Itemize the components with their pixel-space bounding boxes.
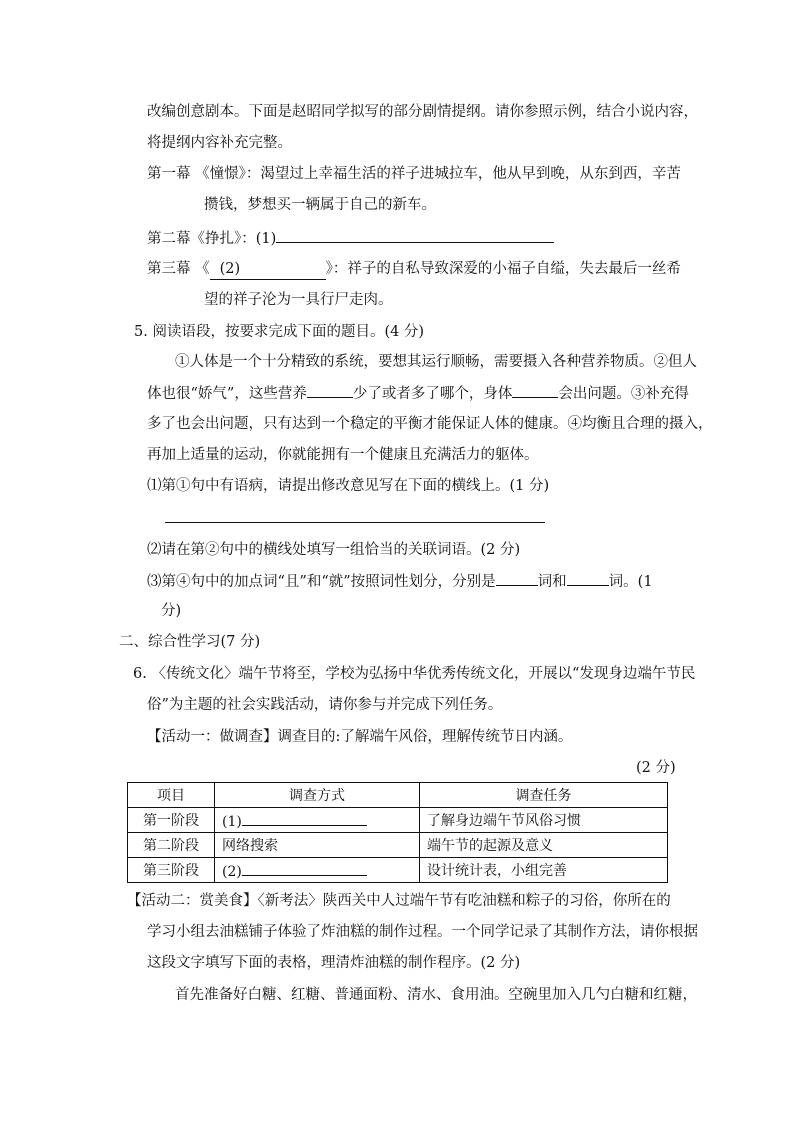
passage-line: 再加上适量的运动，你就能拥有一个健康且充满活力的躯体。	[147, 447, 539, 463]
answer-blank-2[interactable]	[210, 259, 326, 280]
column-header: 调查方式	[215, 783, 420, 808]
passage-line	[147, 383, 689, 404]
text-line: 改编创意剧本。下面是赵昭同学拟写的部分剧情提纲。请你参照示例，结合小说内容，	[147, 104, 698, 120]
act-3-label: 第三幕 《	[147, 261, 210, 277]
answer-line[interactable]	[165, 522, 545, 523]
method-cell[interactable]	[215, 858, 420, 883]
task-cell: 了解身边端午节风俗习惯	[420, 808, 668, 833]
outline-act-2	[147, 228, 554, 249]
passage-text: 少了或者多了哪个，身体	[352, 386, 513, 402]
passage-line: 多了也会出问题，只有达到一个稳定的平衡才能保证人体的健康。④均衡且合理的摄入，	[147, 416, 713, 432]
sub-question-3	[147, 571, 653, 592]
method-cell[interactable]	[215, 808, 420, 833]
table-row	[128, 808, 668, 833]
sub-question-2: ⑵请在第②句中的横线处填写一组恰当的关联词语。(2 分)	[147, 542, 521, 558]
method-cell: 网络搜索	[215, 833, 420, 858]
cell-marker: (1)	[222, 813, 242, 830]
question-text: 词和	[537, 574, 567, 590]
stage-cell: 第一阶段	[128, 808, 215, 833]
sub-question-1: ⑴第①句中有语病，请提出修改意见写在下面的横线上。(1 分)	[147, 478, 550, 494]
stage-cell: 第三阶段	[128, 858, 215, 883]
method-blank-1[interactable]	[242, 811, 367, 826]
question-6-cont: 俗”为主题的社会实践活动，请你参与并完成下列任务。	[147, 697, 503, 713]
method-blank-2[interactable]	[242, 861, 367, 876]
outline-act-1-cont: 攒钱，梦想买一辆属于自己的新车。	[204, 197, 436, 213]
question-text: 词。(1	[608, 574, 653, 590]
answer-blank-1[interactable]	[276, 228, 554, 243]
points-label: (2 分)	[636, 760, 676, 776]
table-row	[128, 833, 668, 858]
activity-two-text: 学习小组去油糕铺子体验了炸油糕的制作过程。一个同学记录了其制作方法，请你根据	[147, 924, 698, 940]
activity-one-heading: 【活动一：做调查】调查目的:了解端午风俗，理解传统节日内涵。	[147, 729, 573, 745]
activity-two-text: 这段文字填写下面的表格，理清炸油糕的制作程序。(2 分)	[147, 955, 521, 971]
act-2-label: 第二幕《挣扎》：(1)	[147, 231, 277, 247]
part-of-speech-blank-1[interactable]	[496, 571, 538, 586]
outline-act-3	[147, 259, 681, 280]
blank-marker: (2)	[219, 261, 241, 277]
outline-act-1: 第一幕 《憧憬》：渴望过上幸福生活的祥子进城拉车，他从早到晚，从东到西，辛苦	[147, 166, 681, 182]
column-header: 调查任务	[420, 783, 668, 808]
question-5-title: 5. 阅读语段，按要求完成下面的题目。(4 分)	[134, 324, 425, 340]
passage-line: ①人体是一个十分精致的系统，要想其运行顺畅，需要摄入各种营养物质。②但人	[175, 354, 697, 370]
column-header: 项目	[128, 783, 215, 808]
connective-blank-2[interactable]	[512, 383, 558, 398]
activity-two-heading: 【活动二：赏美食】〈新考法〉陕西关中人过端午节有吃油糕和粽子的习俗，你所在的	[127, 893, 671, 909]
task-cell: 端午节的起源及意义	[420, 833, 668, 858]
stage-cell: 第二阶段	[128, 833, 215, 858]
sub-question-3-cont: 分)	[161, 603, 182, 619]
question-text: ⑶第④句中的加点词“且”和“就”按照词性划分，分别是	[147, 574, 496, 590]
recipe-text: 首先准备好白糖、红糖、普通面粉、清水、食用油。空碗里加入几勺白糖和红糖，	[175, 987, 697, 1003]
table-row	[128, 858, 668, 883]
question-6-title: 6. 〈传统文化〉端午节将至，学校为弘扬中华优秀传统文化，开展以“发现身边端午节民	[133, 666, 696, 682]
passage-text: 体也很“娇气”，这些营养	[147, 386, 307, 402]
cell-marker: (2)	[222, 863, 242, 880]
survey-table	[127, 782, 668, 883]
task-cell: 设计统计表，小组完善	[420, 858, 668, 883]
passage-text: 会出问题。③补充得	[558, 386, 689, 402]
text-line: 将提纲内容补充完整。	[147, 135, 292, 151]
outline-act-3-cont: 望的祥子沦为一具行尸走肉。	[204, 292, 393, 308]
connective-blank-1[interactable]	[307, 383, 353, 398]
part-of-speech-blank-2[interactable]	[567, 571, 609, 586]
act-3-text: 》：祥子的自私导致深爱的小福子自缢，失去最后一丝希	[325, 261, 681, 277]
table-header-row	[128, 783, 668, 808]
section-heading: 二、综合性学习(7 分)	[119, 634, 261, 650]
